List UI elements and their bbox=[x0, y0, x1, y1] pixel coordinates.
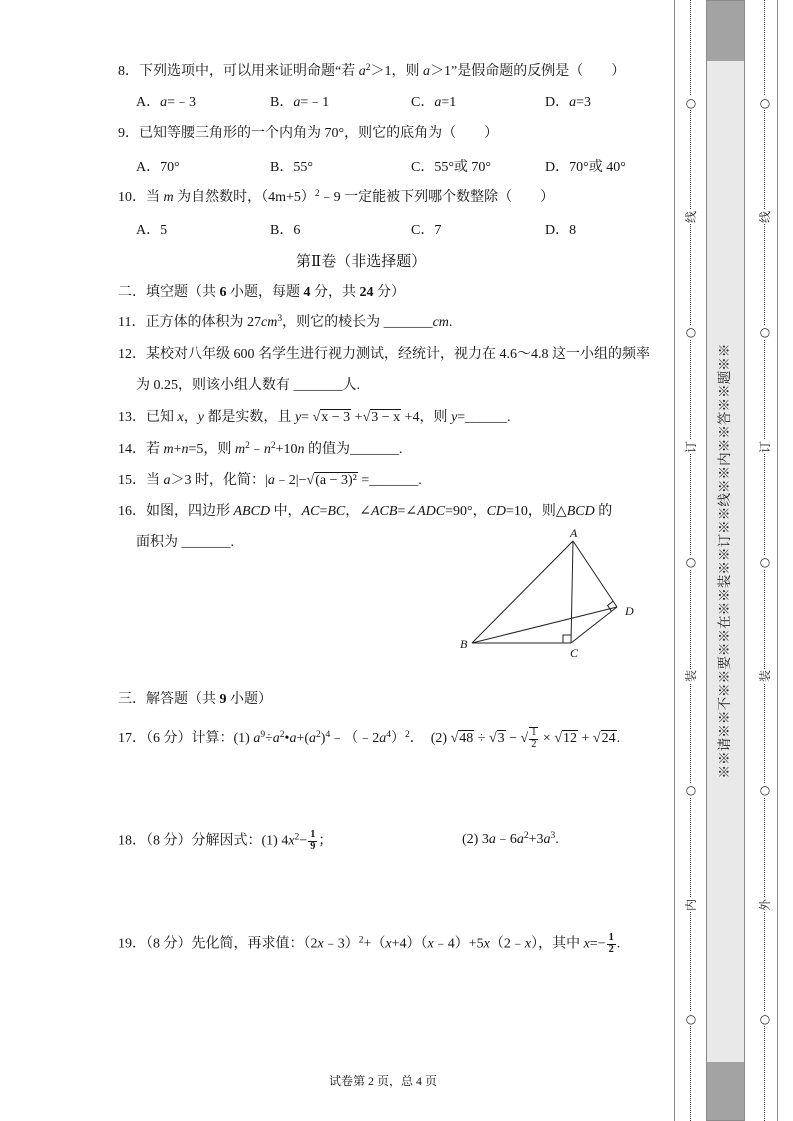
math-variable: x bbox=[427, 936, 434, 952]
radicand: (a − 3)² bbox=[315, 473, 357, 488]
outer-seal-circle: ○ bbox=[759, 325, 771, 339]
inner-seal-label-xian: 线 bbox=[684, 211, 698, 224]
text-run: ＞3 时，化简：| bbox=[170, 473, 268, 488]
question-11 bbox=[118, 313, 452, 333]
outer-seal-circle: ○ bbox=[759, 96, 771, 110]
text-run: 19．（8 分）先化简，再求值：（2 bbox=[118, 936, 318, 952]
question-19 bbox=[118, 933, 620, 956]
math-variable: a bbox=[516, 832, 524, 847]
text-run: 分） bbox=[373, 285, 405, 300]
text-run: ﹣6 bbox=[495, 832, 517, 847]
text-run: +4）（ bbox=[391, 936, 428, 952]
text-run: B． bbox=[270, 95, 294, 110]
text-run: 17．（6 分）计算：(1) bbox=[118, 731, 254, 747]
fraction bbox=[607, 933, 616, 956]
text-run: ) bbox=[320, 731, 326, 747]
text-run: A．70° bbox=[136, 160, 180, 175]
text-run: D．70°或 40° bbox=[545, 160, 626, 175]
text-run: 小题，每题 bbox=[226, 285, 304, 300]
superscript: 2 bbox=[523, 830, 529, 841]
text-run: +( bbox=[296, 731, 310, 747]
question-9-stem bbox=[118, 124, 498, 144]
bold-number: 24 bbox=[359, 285, 374, 300]
right-angle-mark-c bbox=[563, 635, 571, 643]
math-variable: x bbox=[524, 936, 532, 952]
text-run: A．5 bbox=[136, 223, 168, 238]
text-run: ﹣（﹣2 bbox=[330, 731, 380, 747]
superscript: 2 bbox=[245, 440, 250, 451]
text-run: 小题） bbox=[226, 692, 272, 707]
text-run: ，则它的棱长为 _______ bbox=[282, 315, 433, 330]
text-run: 为自然数时，（4m+5） bbox=[173, 190, 315, 205]
text-run: 二．填空题（共 bbox=[118, 285, 220, 300]
math-variable: x bbox=[385, 936, 392, 952]
superscript: 2 bbox=[316, 729, 321, 740]
question-8-stem bbox=[118, 62, 625, 82]
math-variable: AC bbox=[301, 504, 320, 519]
outer-seal-circle: ○ bbox=[759, 555, 771, 569]
math-variable: a bbox=[422, 64, 430, 79]
question-18-part-1 bbox=[118, 830, 332, 853]
radicand: 3 − x bbox=[371, 410, 401, 425]
text-run: B．6 bbox=[270, 223, 301, 238]
text-run: 13．已知 bbox=[118, 410, 178, 425]
inner-seal-circle: ○ bbox=[685, 325, 697, 339]
text-run: +（ bbox=[363, 936, 386, 952]
question-15 bbox=[118, 471, 422, 491]
text-run: 都是实数，且 bbox=[203, 410, 295, 425]
text-run: =﹣3 bbox=[167, 95, 197, 110]
question-9-option-b bbox=[270, 158, 313, 178]
math-variable: n bbox=[181, 442, 189, 457]
no-answer-warning-text: ※※请※※不※※要※※在※※装※※订※※线※※内※※答※※题※※ bbox=[717, 343, 732, 779]
outer-seal-circle: ○ bbox=[759, 783, 771, 797]
math-variable: m bbox=[234, 442, 246, 457]
math-variable: a bbox=[543, 832, 551, 847]
math-variable: x bbox=[317, 936, 324, 952]
text-run: =90°， bbox=[445, 504, 487, 519]
text-run: =10，则△ bbox=[506, 504, 567, 519]
math-variable: a bbox=[293, 95, 301, 110]
radicand: 24 bbox=[601, 731, 616, 747]
text-run: 分，共 bbox=[310, 285, 360, 300]
numerator: 1 bbox=[531, 727, 537, 738]
question-13 bbox=[118, 408, 511, 428]
part-2-title: 第Ⅱ卷（非选择题） bbox=[296, 254, 427, 270]
text-run: ， bbox=[183, 410, 198, 425]
segment-ab bbox=[472, 541, 573, 643]
text-run: =∠ bbox=[397, 504, 418, 519]
text-run: ﹣4）+5 bbox=[433, 936, 484, 952]
text-run: ． (2) bbox=[409, 731, 451, 747]
text-run: ，∠ bbox=[345, 504, 371, 519]
question-8-option-c bbox=[411, 93, 456, 113]
inner-seal-circle: ○ bbox=[685, 1012, 697, 1026]
text-run: +4，则 bbox=[401, 410, 452, 425]
text-run: D． bbox=[545, 95, 570, 110]
math-variable: a bbox=[253, 731, 261, 747]
math-variable: a bbox=[267, 473, 275, 488]
text-run: + bbox=[351, 410, 363, 425]
text-run: × bbox=[539, 731, 555, 747]
math-variable: cm bbox=[432, 315, 449, 330]
question-10-option-d bbox=[545, 221, 576, 241]
question-12-line-2 bbox=[136, 376, 360, 396]
math-variable: BCD bbox=[566, 504, 595, 519]
text-run: ），其中 bbox=[531, 936, 584, 952]
outer-seal-label-wai: 外 bbox=[758, 899, 772, 912]
math-variable: n bbox=[297, 442, 305, 457]
question-8-option-b bbox=[270, 93, 329, 113]
text-run: 为 0.25，则该小组人数有 _______人. bbox=[136, 378, 360, 393]
question-9-option-c bbox=[411, 158, 491, 178]
outer-seal-label-xian: 线 bbox=[758, 211, 772, 224]
text-run: ； bbox=[318, 833, 333, 849]
text-run: ＞1，则 bbox=[370, 64, 423, 79]
fraction bbox=[308, 830, 317, 853]
text-run: （2﹣ bbox=[489, 936, 525, 952]
text-run: 9．已知等腰三角形的一个内角为 70°，则它的底角为（ ） bbox=[118, 126, 499, 141]
margin-border-line bbox=[674, 0, 675, 1121]
question-10-option-b bbox=[270, 221, 300, 241]
text-run: = bbox=[301, 410, 313, 425]
binding-strip-bottom-block bbox=[707, 1062, 744, 1120]
question-8-option-a bbox=[136, 93, 196, 113]
text-run: 10．当 bbox=[118, 190, 164, 205]
text-run: C．55°或 70° bbox=[411, 160, 492, 175]
math-variable: a bbox=[379, 731, 387, 747]
math-variable: n bbox=[263, 442, 271, 457]
math-variable: a bbox=[289, 731, 297, 747]
text-run: C．7 bbox=[411, 223, 442, 238]
radical-sign: √ bbox=[450, 731, 459, 747]
radical-sign: √ bbox=[592, 731, 601, 747]
radical-sign: √ bbox=[312, 410, 321, 425]
text-run: . bbox=[555, 832, 559, 847]
numerator: 1 bbox=[608, 932, 614, 943]
text-run: +10 bbox=[275, 442, 298, 457]
text-run: − bbox=[505, 731, 521, 747]
text-run: ＞1”是假命题的反例是（ ） bbox=[429, 64, 626, 79]
math-variable: m bbox=[163, 442, 174, 457]
math-variable: a bbox=[160, 95, 168, 110]
superscript: 2 bbox=[270, 440, 276, 451]
radicand: 3 bbox=[497, 731, 505, 747]
superscript: 2 bbox=[404, 729, 410, 740]
vertex-label-d: D bbox=[625, 604, 634, 618]
math-variable: m bbox=[163, 190, 174, 205]
superscript: 4 bbox=[386, 729, 391, 740]
superscript: 2 bbox=[365, 62, 371, 73]
inner-seal-circle: ○ bbox=[685, 555, 697, 569]
math-variable: y bbox=[294, 410, 302, 425]
text-run: 的 bbox=[594, 504, 613, 519]
text-run: 三．解答题（共 bbox=[118, 692, 220, 707]
binding-strip-top-block bbox=[707, 1, 744, 61]
question-10-option-a bbox=[136, 221, 167, 241]
text-run: 16．如图，四边形 bbox=[118, 504, 234, 519]
outer-seal-label-zhuang: 装 bbox=[758, 670, 772, 683]
text-run: (2) 3 bbox=[462, 832, 489, 847]
superscript: 4 bbox=[325, 729, 331, 740]
math-variable: x bbox=[288, 833, 295, 849]
superscript: 2 bbox=[294, 832, 300, 843]
text-run: D．8 bbox=[545, 223, 577, 238]
inner-seal-label-nei: 内 bbox=[684, 899, 698, 912]
text-run: ﹣ bbox=[249, 442, 264, 457]
question-16-line-1 bbox=[118, 502, 612, 522]
text-run: ﹣2|− bbox=[274, 473, 307, 488]
math-variable: a bbox=[272, 731, 280, 747]
question-17 bbox=[118, 727, 620, 751]
radical-sign: √ bbox=[306, 473, 315, 488]
text-run: 12．某校对八年级 600 名学生进行视力测试，经统计，视力在 4.6～4.8 这一小组的频率 bbox=[118, 347, 650, 362]
question-9-option-a bbox=[136, 158, 180, 178]
text-run: =− bbox=[589, 936, 606, 952]
math-variable: a bbox=[569, 95, 577, 110]
radicand: 48 bbox=[459, 731, 474, 747]
math-variable: a bbox=[358, 64, 366, 79]
text-run: • bbox=[284, 731, 290, 747]
text-run: 的值为_______. bbox=[304, 442, 403, 457]
math-variable: ACB bbox=[370, 504, 398, 519]
math-variable: x bbox=[177, 410, 184, 425]
radical-sign: √ bbox=[554, 731, 563, 747]
segment-ad bbox=[573, 541, 617, 607]
text-run: . bbox=[448, 315, 453, 330]
math-variable: a bbox=[488, 832, 496, 847]
question-12-line-1 bbox=[118, 345, 650, 365]
text-run: =﹣1 bbox=[300, 95, 330, 110]
superscript: 2 bbox=[358, 935, 364, 946]
text-run: 18．（8 分）分解因式：(1) 4 bbox=[118, 833, 289, 849]
answer-section-heading bbox=[118, 690, 272, 710]
inner-seal-circle: ○ bbox=[685, 96, 697, 110]
math-variable: x bbox=[583, 936, 590, 952]
outer-seal-label-ding: 订 bbox=[758, 441, 772, 454]
radical-sign: √ bbox=[488, 731, 497, 747]
math-variable: BC bbox=[327, 504, 346, 519]
question-16-line-2 bbox=[136, 533, 234, 553]
text-run: 中， bbox=[270, 504, 302, 519]
text-run: 15．当 bbox=[118, 473, 164, 488]
radicand: x − 3 bbox=[321, 410, 351, 425]
text-run: 8．下列选项中，可以用来证明命题“若 bbox=[118, 64, 359, 79]
text-run: + bbox=[173, 442, 182, 457]
segment-ac bbox=[571, 541, 573, 643]
text-run: ﹣3） bbox=[323, 936, 359, 952]
text-run: ÷ bbox=[265, 731, 273, 747]
inner-seal-circle: ○ bbox=[685, 783, 697, 797]
math-variable: y bbox=[197, 410, 204, 425]
question-18-part-2 bbox=[462, 830, 559, 850]
question-8-option-d bbox=[545, 93, 591, 113]
superscript: 2 bbox=[279, 729, 285, 740]
math-variable: cm bbox=[260, 315, 278, 330]
vertex-label-a: A bbox=[570, 526, 578, 540]
text-run: A． bbox=[136, 95, 161, 110]
text-run: 11．正方体的体积为 27 bbox=[118, 315, 261, 330]
fill-in-section-heading bbox=[118, 283, 405, 303]
inner-seal-label-zhuang: 装 bbox=[684, 670, 698, 683]
question-14 bbox=[118, 440, 403, 460]
denominator: 9 bbox=[310, 840, 316, 852]
radical-sign: √ bbox=[362, 410, 371, 425]
quadrilateral-figure bbox=[450, 520, 650, 665]
bold-number: 6 bbox=[219, 285, 227, 300]
math-variable: a bbox=[309, 731, 317, 747]
math-variable: y bbox=[451, 410, 458, 425]
outer-seal-circle: ○ bbox=[759, 1012, 771, 1026]
math-variable: a bbox=[163, 473, 171, 488]
text-run: B．55° bbox=[270, 160, 313, 175]
denominator: 2 bbox=[531, 738, 537, 750]
text-run: 14．若 bbox=[118, 442, 164, 457]
superscript: 3 bbox=[550, 830, 556, 841]
text-run: ÷ bbox=[474, 731, 489, 747]
bold-number: 9 bbox=[219, 692, 227, 707]
math-variable: a bbox=[434, 95, 442, 110]
question-9-option-d bbox=[545, 158, 626, 178]
math-variable: ADC bbox=[417, 504, 446, 519]
denominator: 2 bbox=[608, 943, 614, 955]
text-run: =_______. bbox=[357, 473, 422, 488]
inner-seal-label-ding: 订 bbox=[684, 441, 698, 454]
math-variable: ABCD bbox=[233, 504, 271, 519]
segment-bd bbox=[472, 607, 617, 643]
numerator: 1 bbox=[310, 829, 316, 840]
text-run: =3 bbox=[576, 95, 592, 110]
text-run: =______. bbox=[457, 410, 511, 425]
vertex-label-b: B bbox=[460, 637, 468, 651]
right-angle-mark-d bbox=[608, 601, 614, 611]
math-variable: x bbox=[483, 936, 490, 952]
text-run: . bbox=[616, 731, 621, 747]
radical-sign: √ bbox=[520, 731, 529, 747]
vertex-label-c: C bbox=[570, 646, 579, 660]
outer-border-line bbox=[777, 0, 778, 1121]
math-variable: CD bbox=[486, 504, 507, 519]
superscript: 3 bbox=[277, 313, 283, 324]
text-run: . bbox=[616, 936, 621, 952]
superscript: 2 bbox=[314, 188, 320, 199]
question-10-option-c bbox=[411, 221, 441, 241]
text-run: − bbox=[299, 833, 308, 849]
text-run: C． bbox=[411, 95, 435, 110]
text-run: ） bbox=[390, 731, 405, 747]
text-run: =5，则 bbox=[188, 442, 235, 457]
superscript: 9 bbox=[260, 729, 266, 740]
question-10-stem bbox=[118, 188, 554, 208]
bold-number: 4 bbox=[303, 285, 311, 300]
text-run: =1 bbox=[441, 95, 457, 110]
text-run: 面积为 _______. bbox=[136, 535, 234, 550]
text-run: ﹣9 一定能被下列哪个数整除（ ） bbox=[319, 190, 555, 205]
page-footer: 试卷第 2 页，总 4 页 bbox=[329, 1074, 438, 1088]
text-run: +3 bbox=[528, 832, 544, 847]
radicand: 12 bbox=[563, 731, 578, 747]
text-run: = bbox=[319, 504, 328, 519]
fraction bbox=[529, 727, 538, 751]
text-run: + bbox=[578, 731, 593, 747]
